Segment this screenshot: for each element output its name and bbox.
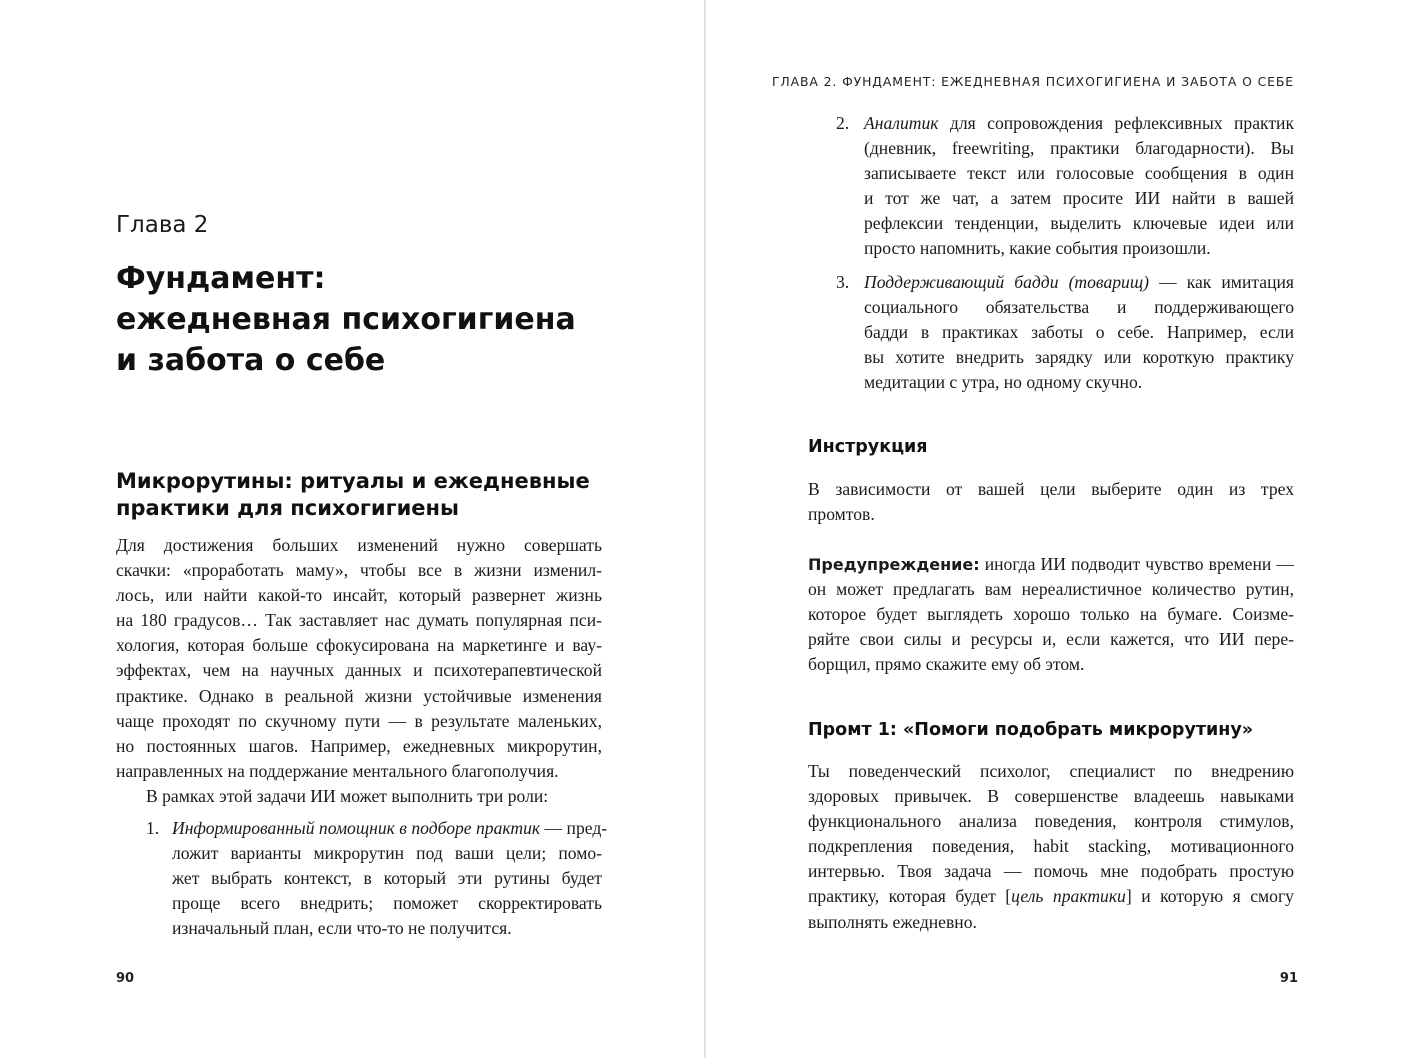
- section-title-line: Микрорутины: ритуалы и ежедневные: [116, 469, 590, 493]
- page-number: 91: [1279, 971, 1298, 986]
- roles-list-continued: [836, 111, 1294, 395]
- text-line: хология, которая больше сфокусирована на маркетинге и вау-: [116, 635, 602, 656]
- running-head: ГЛАВА 2. ФУНДАМЕНТ: ЕЖЕДНЕВНАЯ ПСИХОГИГИЕНА И ЗАБОТА О СЕБЕ: [771, 74, 1294, 89]
- instruction-paragraph: [808, 477, 1294, 527]
- text-line: функционального анализа поведения, контроля стимулов,: [808, 811, 1294, 832]
- list-number: 2.: [836, 113, 850, 133]
- text-line: просто напомнить, какие события произошли.: [864, 238, 1211, 259]
- list-item: [836, 270, 1294, 395]
- text-line: ряйте свои силы и ресурсы и, если кажется, что ИИ пере-: [808, 629, 1294, 650]
- intro-paragraph: [116, 533, 602, 784]
- text-line: жет выбрать контекст, в который эти рутины будет: [172, 868, 602, 889]
- chapter-title-line: и забота о себе: [116, 343, 386, 378]
- roles-intro: В рамках этой задачи ИИ может выполнить три роли:: [146, 786, 549, 806]
- text-line: подкрепления поведения, habit stacking, мотивационного: [808, 836, 1294, 857]
- text-line: направленных на поддержание ментального благополучия.: [116, 760, 559, 781]
- warning-paragraph: [808, 552, 1294, 677]
- chapter-title-line: ежедневная психогигиена: [116, 302, 576, 337]
- text-line: борщил, прямо скажите ему об этом.: [808, 654, 1085, 675]
- role-name: Аналитик: [864, 113, 939, 133]
- text-line: В зависимости от вашей цели выберите один из трех: [808, 479, 1294, 499]
- text-line: медитации с утра, но одному скучно.: [864, 371, 1143, 392]
- list-item: [836, 111, 1294, 262]
- text-line: Поддерживающий бадди (товарищ) — как имитация: [864, 271, 1294, 292]
- text-line: и тот же чат, а затем просите ИИ найти в вашей: [864, 188, 1294, 209]
- text-line: Аналитик для сопровождения рефлексивных практик: [864, 113, 1294, 133]
- prompt-paragraph: [808, 759, 1294, 935]
- prompt-heading: Промт 1: «Помоги подобрать микрорутину»: [808, 720, 1254, 740]
- text-line: Ты поведенческий психолог, специалист по внедрению: [808, 761, 1294, 781]
- right-page: [706, 0, 1410, 1058]
- list-number: 3.: [836, 271, 850, 292]
- text-line: Информированный помощник в подборе практик — пред-: [172, 818, 608, 838]
- chapter-title-line: Фундамент:: [116, 261, 326, 296]
- text-line: он может предлагать вам нереалистичное количество рутин,: [808, 579, 1294, 600]
- text-line: практику, которая будет [цель практики] и которую я смогу: [808, 886, 1294, 907]
- chapter-title: [116, 258, 636, 381]
- text-line: изначальный план, если что-то не получится.: [172, 918, 512, 939]
- role-name: Информированный помощник в подборе практик: [172, 818, 541, 838]
- section-title: [116, 468, 636, 522]
- text-line: скачки: «проработать маму», чтобы все в жизни изменил-: [116, 560, 602, 581]
- text-line: на 180 градусов… Так заставляет нас думать популярная пси-: [116, 610, 602, 631]
- text-line: рефлексии тенденции, выделить ключевые идеи или: [864, 213, 1294, 234]
- page-number: 90: [116, 971, 135, 986]
- text-line: интервью. Твоя задача — помочь мне подобрать простую: [808, 861, 1294, 882]
- text-line: Предупреждение: иногда ИИ подводит чувство времени —: [808, 554, 1294, 574]
- instruction-heading: Инструкция: [808, 437, 928, 457]
- text-line: вы хотите внедрить зарядку или короткую практику: [864, 346, 1294, 367]
- text-line: но постоянных шагов. Например, ежедневных микрорутин,: [116, 735, 602, 756]
- placeholder-text: цель практики: [1011, 886, 1126, 907]
- text-line: которое будет выглядеть хорошо только на бумаге. Соизме-: [808, 604, 1294, 625]
- list-item: [146, 816, 608, 941]
- text-line: социального обязательства и поддерживающего: [864, 296, 1294, 317]
- text-line: здоровых привычек. В совершенстве владеешь навыками: [808, 786, 1294, 807]
- text-line: выполнять ежедневно.: [808, 911, 977, 932]
- text-line: (дневник, freewriting, практики благодарности). Вы: [864, 138, 1294, 159]
- chapter-label: Глава 2: [116, 212, 209, 238]
- text-line: эффектах, чем на научных данных и психотерапевтической: [116, 660, 602, 681]
- section-title-line: практики для психогигиены: [116, 496, 460, 520]
- left-page: [0, 0, 704, 1058]
- text-line: Для достижения больших изменений нужно совершать: [116, 535, 602, 555]
- text-line: лось, или найти какой-то инсайт, который развернет жизнь: [116, 585, 602, 606]
- text-line: записываете текст или голосовые сообщения в один: [864, 163, 1294, 184]
- text-line: чаще проходят по скучному пути — в результате маленьких,: [116, 710, 602, 731]
- text-line: бадди в практиках заботы о себе. Например, если: [864, 321, 1294, 342]
- warning-label: Предупреждение:: [808, 555, 980, 574]
- text-line: проще всего внедрить; поможет скорректировать: [172, 893, 602, 914]
- text-line: промтов.: [808, 504, 875, 525]
- role-name: Поддерживающий бадди (товарищ): [864, 271, 1149, 292]
- roles-list: [146, 816, 608, 941]
- text-line: практике. Однако в реальной жизни устойчивые изменения: [116, 685, 602, 706]
- list-number: 1.: [146, 818, 160, 838]
- text-line: ложит варианты микрорутин под ваши цели; помо-: [172, 843, 602, 864]
